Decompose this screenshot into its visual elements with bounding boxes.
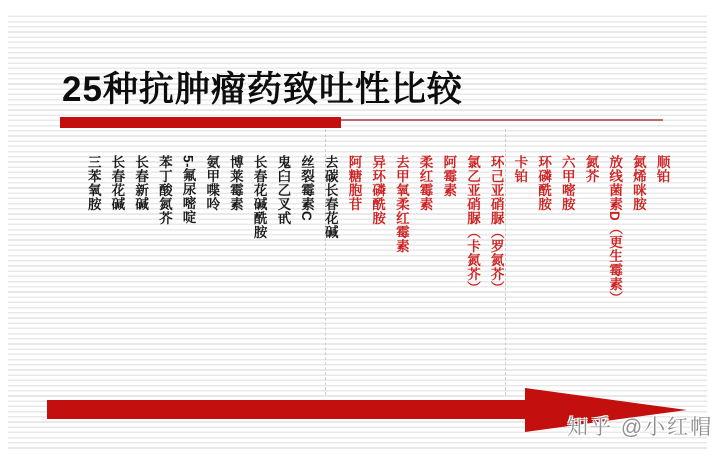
watermark: 知乎 @小红帽	[567, 416, 714, 439]
drug-name: 氮芥	[583, 155, 599, 183]
title-underline-bar	[60, 117, 341, 128]
drug-name: 环己亚硝脲（罗氮芥）	[488, 155, 504, 295]
drug-name: 氨甲喋呤	[204, 155, 220, 211]
drug-name: 三苯氧胺	[85, 155, 101, 211]
drug-name: 鬼臼乙叉甙	[275, 155, 291, 225]
drug-name: 氯乙亚硝脲（卡氮芥）	[464, 155, 480, 295]
drug-name: 长春新碱	[133, 155, 149, 211]
title-underline-thin-line	[341, 119, 663, 121]
drug-name: 环磷酰胺	[536, 155, 552, 211]
drug-name: 卡铂	[512, 155, 528, 183]
drug-name: 去碳长春花碱	[322, 155, 338, 239]
drug-name: 博莱霉素	[227, 155, 243, 211]
drug-name: 去甲氧柔红霉素	[393, 155, 409, 253]
drug-name: 六甲嘧胺	[559, 155, 575, 211]
page-title: 25种抗肿瘤药致吐性比较	[62, 70, 463, 109]
drug-name: 异环磷酰胺	[370, 155, 386, 225]
emetogenicity-arrow-shaft	[47, 400, 525, 419]
drug-name: 5-氟尿嘧啶	[180, 155, 196, 225]
drug-name: 长春花碱酰胺	[251, 155, 267, 239]
drug-list	[81, 155, 674, 385]
drug-name: 柔红霉素	[417, 155, 433, 211]
drug-name: 丝裂霉素C	[299, 155, 315, 222]
drug-name: 放线菌素D（更生霉素）	[607, 155, 623, 306]
drug-name: 苯丁酸氮芥	[156, 155, 172, 225]
drug-name: 阿糖胞苷	[346, 155, 362, 211]
drug-name: 顺铂	[654, 155, 670, 183]
drug-name: 阿霉素	[441, 155, 457, 197]
drug-name: 长春花碱	[109, 155, 125, 211]
drug-name: 氮烯咪胺	[630, 155, 646, 211]
